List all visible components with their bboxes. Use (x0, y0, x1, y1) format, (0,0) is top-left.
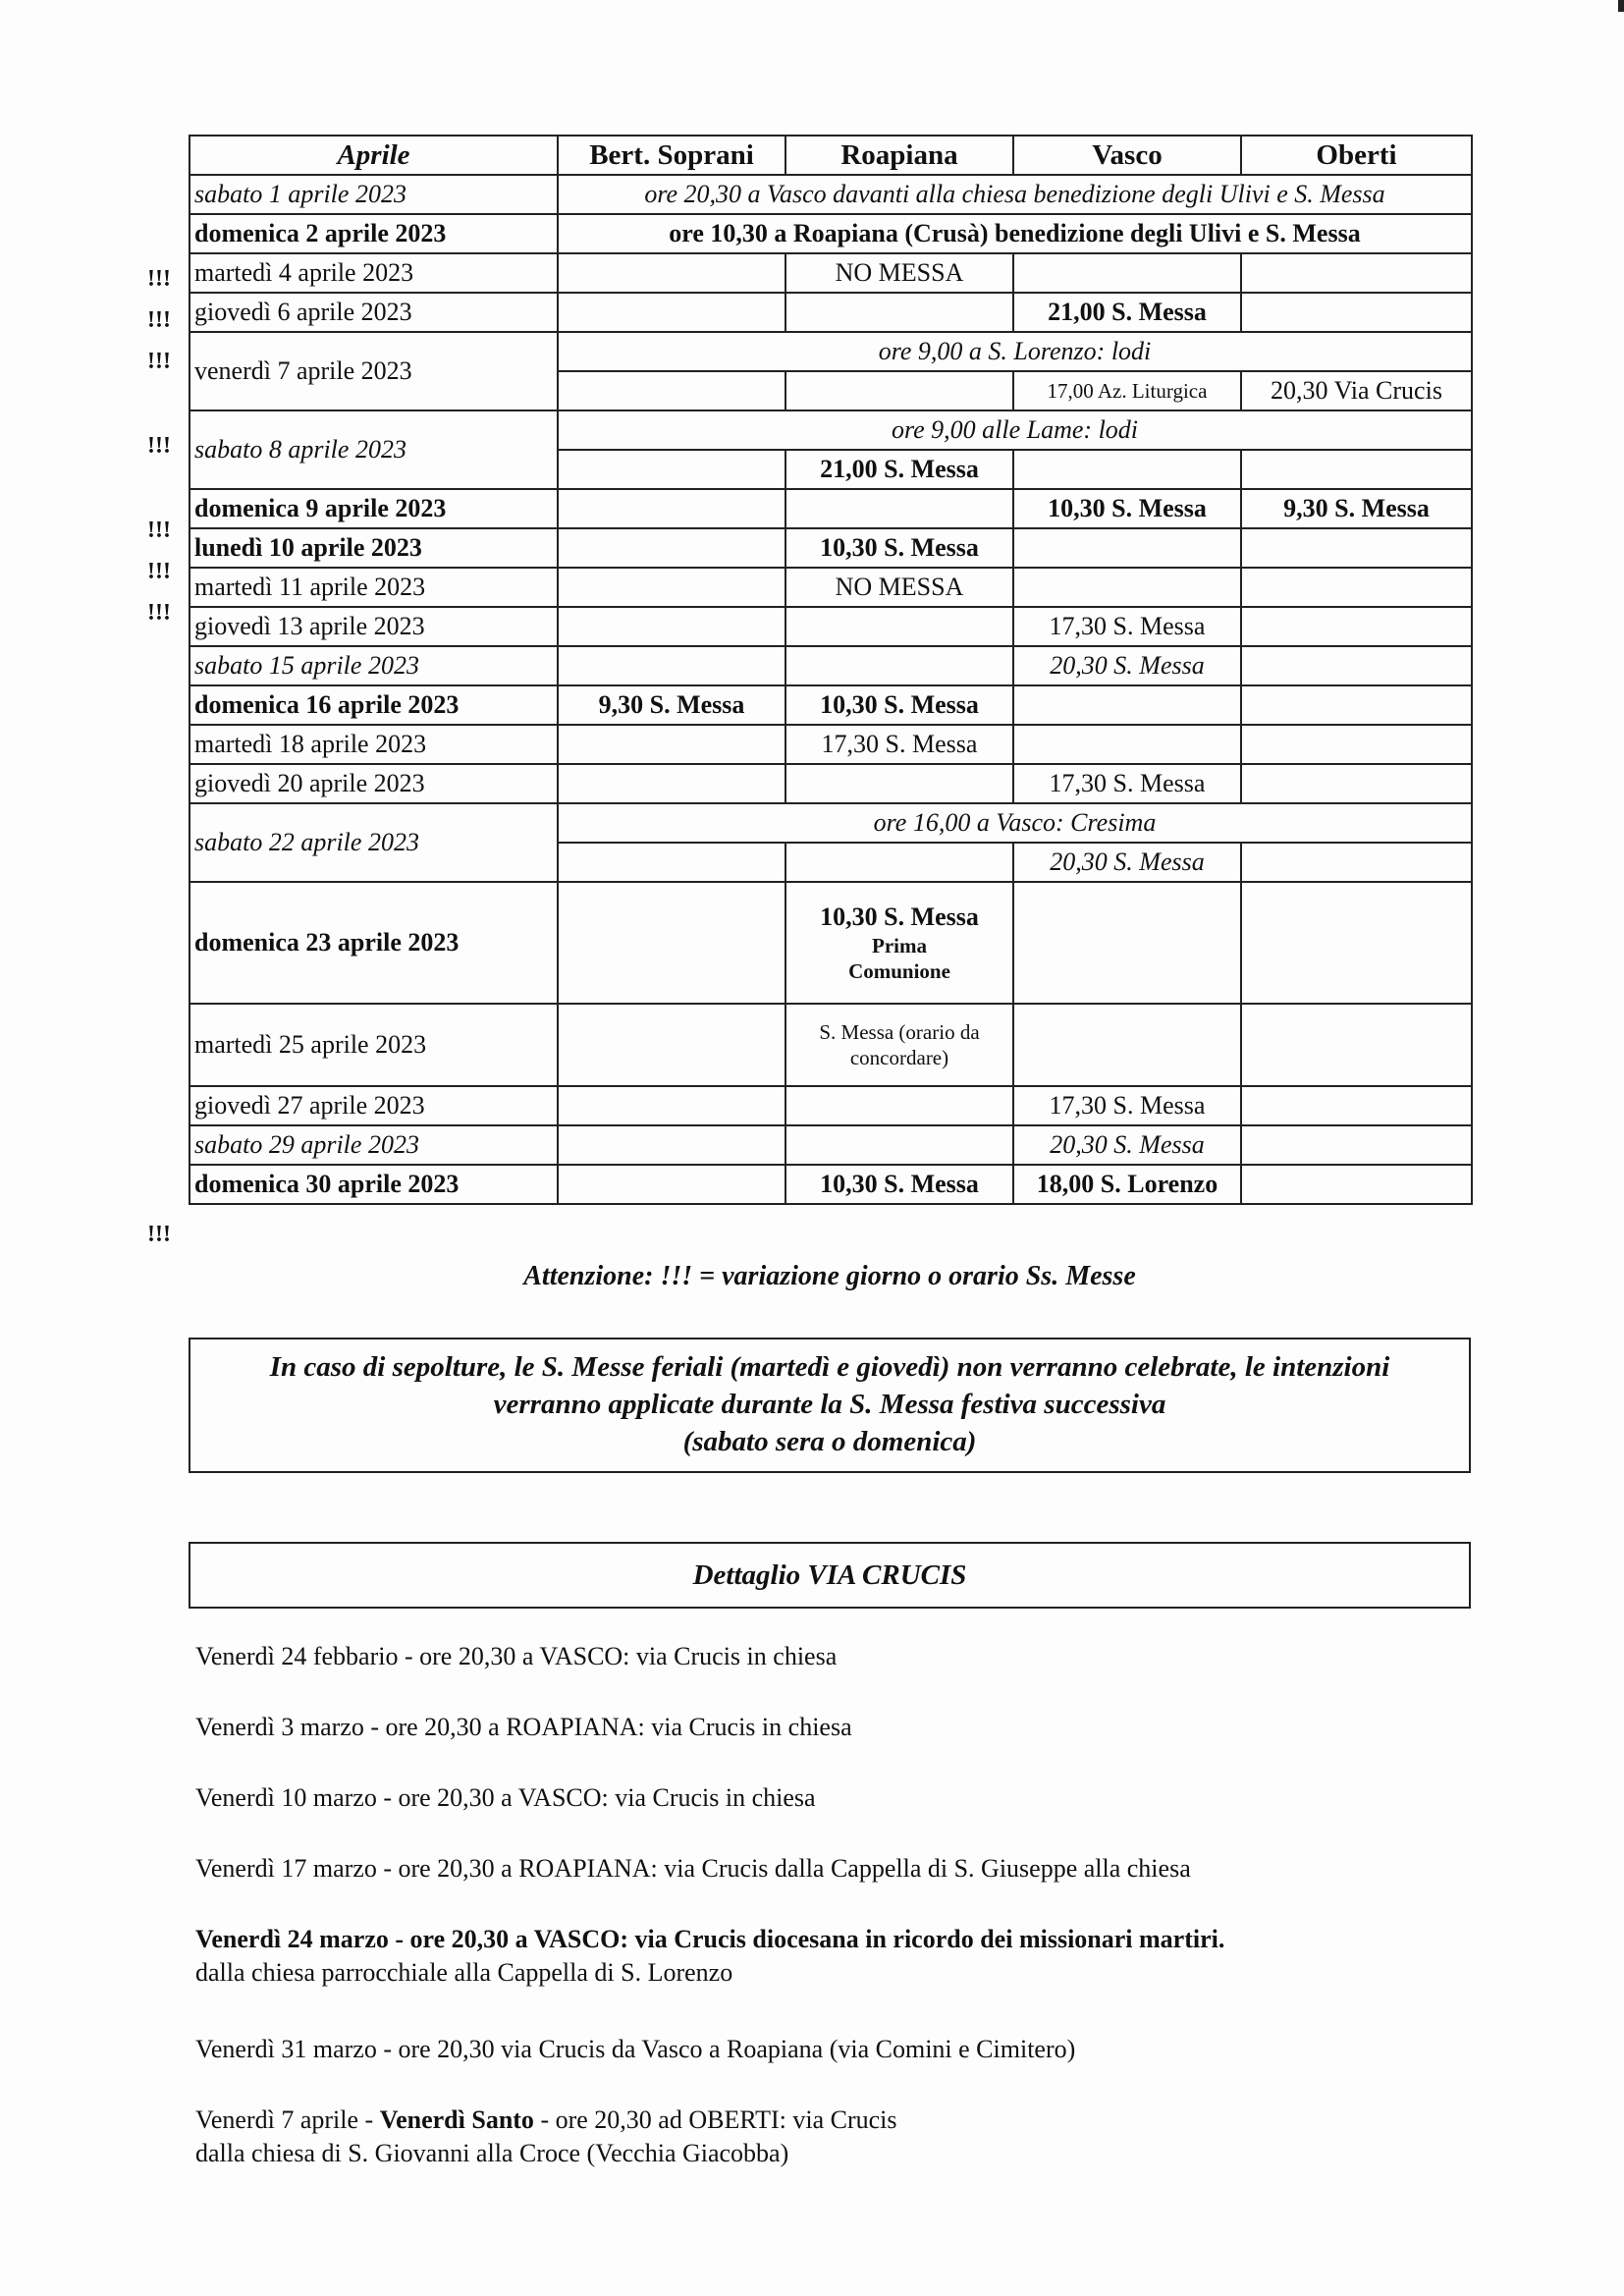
cell-bert (558, 489, 785, 528)
table-row (189, 764, 1472, 803)
cell-roapiana (785, 764, 1013, 803)
list-item (195, 1713, 852, 1742)
cell-bert (558, 293, 785, 332)
burial-notice-box (189, 1338, 1471, 1473)
flag-r7: !!! (147, 518, 171, 543)
cell-bert (558, 764, 785, 803)
cell-vasco: 10,30 S. Messa (1013, 489, 1241, 528)
cell-vasco: 17,30 S. Messa (1013, 607, 1241, 646)
cell-roapiana: 10,30 S. Messa (785, 1165, 1013, 1204)
cell-roapiana: 10,30 S. Messa (785, 685, 1013, 725)
flag-r8: !!! (147, 559, 171, 584)
cell-roapiana (785, 843, 1013, 882)
table-row (189, 725, 1472, 764)
cell-vasco: 17,30 S. Messa (1013, 764, 1241, 803)
cell-oberti: 20,30 Via Crucis (1241, 371, 1472, 410)
flag-r3: !!! (147, 266, 171, 292)
row-date: sabato 8 aprile 2023 (189, 410, 558, 489)
header-bert-soprani: Bert. Soprani (558, 136, 785, 175)
list-item-text: Venerdì 31 marzo - ore 20,30 via Crucis da Vasco a Roapiana (via Comini e Cimitero) (195, 2035, 1076, 2063)
cell-oberti (1241, 1165, 1472, 1204)
row-date: giovedì 13 aprile 2023 (189, 607, 558, 646)
row-date: giovedì 20 aprile 2023 (189, 764, 558, 803)
cell-bert (558, 371, 785, 410)
cell-oberti (1241, 528, 1472, 568)
cell-vasco (1013, 528, 1241, 568)
table-row (189, 568, 1472, 607)
row-span-text: ore 9,00 a S. Lorenzo: lodi (558, 332, 1472, 371)
table-row (189, 1125, 1472, 1165)
row-date: giovedì 27 aprile 2023 (189, 1086, 558, 1125)
via-crucis-title-box (189, 1542, 1471, 1609)
cell-bert (558, 607, 785, 646)
cell-roapiana (785, 489, 1013, 528)
row-span-text: ore 9,00 alle Lame: lodi (558, 410, 1472, 450)
cell-oberti (1241, 646, 1472, 685)
list-item-text: Venerdì 24 marzo - ore 20,30 a VASCO: via Crucis diocesana in ricordo dei missionari martiri. (195, 1925, 1225, 1953)
list-item-text-a: Venerdì 7 aprile - (195, 2105, 380, 2134)
cell-oberti (1241, 568, 1472, 607)
cell-roapiana: 21,00 S. Messa (785, 450, 1013, 489)
row-date: giovedì 6 aprile 2023 (189, 293, 558, 332)
cell-roapiana-line1: S. Messa (orario da (819, 1019, 980, 1044)
cell-oberti (1241, 882, 1472, 1004)
row-date: lunedì 10 aprile 2023 (189, 528, 558, 568)
flag-r4: !!! (147, 307, 171, 333)
header-vasco: Vasco (1013, 136, 1241, 175)
cell-vasco (1013, 568, 1241, 607)
row-date: sabato 22 aprile 2023 (189, 803, 558, 882)
cell-roapiana (785, 882, 1013, 1004)
table-row (189, 332, 1472, 371)
cell-bert (558, 1125, 785, 1165)
page-edge-mark (1618, 0, 1624, 12)
row-date: domenica 16 aprile 2023 (189, 685, 558, 725)
row-date: sabato 1 aprile 2023 (189, 175, 558, 214)
list-item-line2: dalla chiesa di S. Giovanni alla Croce (Vecchia Giacobba) (195, 2139, 789, 2167)
notice-line-1: In caso di sepolture, le S. Messe feriali (martedì e giovedì) non verranno celebrate, le intenzioni (269, 1351, 1390, 1384)
table-row (189, 410, 1472, 450)
cell-roapiana-line1: 10,30 S. Messa (820, 902, 979, 931)
cell-vasco: 17,30 S. Messa (1013, 1086, 1241, 1125)
cell-roapiana: NO MESSA (785, 253, 1013, 293)
table-row (189, 528, 1472, 568)
via-crucis-title: Dettaglio VIA CRUCIS (692, 1558, 967, 1591)
table-row (189, 685, 1472, 725)
cell-roapiana-line2: concordare) (849, 1046, 949, 1069)
cell-roapiana (785, 607, 1013, 646)
row-date: domenica 9 aprile 2023 (189, 489, 558, 528)
row-date: venerdì 7 aprile 2023 (189, 332, 558, 410)
cell-vasco: 18,00 S. Lorenzo (1013, 1165, 1241, 1204)
cell-roapiana: 10,30 S. Messa (785, 528, 1013, 568)
cell-roapiana-line2: Prima (872, 934, 927, 957)
cell-vasco: 20,30 S. Messa (1013, 1125, 1241, 1165)
cell-vasco (1013, 882, 1241, 1004)
cell-bert (558, 1004, 785, 1086)
cell-bert (558, 1086, 785, 1125)
row-span-text: ore 10,30 a Roapiana (Crusà) benedizione degli Ulivi e S. Messa (558, 214, 1472, 253)
table-row (189, 803, 1472, 843)
cell-bert (558, 725, 785, 764)
cell-bert (558, 646, 785, 685)
cell-bert (558, 450, 785, 489)
cell-vasco: 20,30 S. Messa (1013, 843, 1241, 882)
row-date: domenica 30 aprile 2023 (189, 1165, 558, 1204)
cell-oberti: 9,30 S. Messa (1241, 489, 1472, 528)
header-aprile: Aprile (189, 136, 558, 175)
cell-bert (558, 528, 785, 568)
row-date: martedì 18 aprile 2023 (189, 725, 558, 764)
cell-bert (558, 1165, 785, 1204)
cell-vasco: 21,00 S. Messa (1013, 293, 1241, 332)
list-item-text: Venerdì 24 febbario - ore 20,30 a VASCO: via Crucis in chiesa (195, 1642, 838, 1670)
cell-roapiana (785, 1125, 1013, 1165)
cell-oberti (1241, 607, 1472, 646)
list-item (195, 1925, 1224, 1988)
row-date: domenica 23 aprile 2023 (189, 882, 558, 1004)
table-header-row (189, 136, 1472, 175)
cell-oberti (1241, 764, 1472, 803)
table-row (189, 175, 1472, 214)
row-span-text: ore 16,00 a Vasco: Cresima (558, 803, 1472, 843)
cell-vasco (1013, 450, 1241, 489)
list-item (195, 1642, 837, 1671)
row-span-text: ore 20,30 a Vasco davanti alla chiesa benedizione degli Ulivi e S. Messa (558, 175, 1472, 214)
table-row (189, 1165, 1472, 1204)
attention-note: Attenzione: !!! = variazione giorno o orario Ss. Messe (523, 1261, 1136, 1291)
flag-r20: !!! (147, 1222, 171, 1247)
cell-roapiana (785, 646, 1013, 685)
row-date: sabato 15 aprile 2023 (189, 646, 558, 685)
cell-oberti (1241, 293, 1472, 332)
list-item-text-b: Venerdì Santo (379, 2105, 534, 2134)
row-date: domenica 2 aprile 2023 (189, 214, 558, 253)
flag-r6: !!! (147, 433, 171, 459)
list-item-line2: dalla chiesa parrocchiale alla Cappella di S. Lorenzo (195, 1958, 733, 1987)
list-item (195, 2035, 1075, 2064)
cell-roapiana (785, 1086, 1013, 1125)
mass-schedule-table (189, 135, 1473, 1205)
list-item (195, 1783, 816, 1813)
table-row (189, 489, 1472, 528)
notice-line-3: (sabato sera o domenica) (682, 1425, 977, 1457)
cell-bert: 9,30 S. Messa (558, 685, 785, 725)
cell-vasco (1013, 725, 1241, 764)
cell-vasco: 17,00 Az. Liturgica (1013, 371, 1241, 410)
cell-roapiana (785, 1004, 1013, 1086)
table-row (189, 1004, 1472, 1086)
notice-line-2: verranno applicate durante la S. Messa festiva successiva (493, 1389, 1166, 1421)
cell-roapiana: 17,30 S. Messa (785, 725, 1013, 764)
cell-bert (558, 568, 785, 607)
table-row (189, 1086, 1472, 1125)
list-item-text: Venerdì 3 marzo - ore 20,30 a ROAPIANA: via Crucis in chiesa (195, 1713, 852, 1741)
cell-roapiana: NO MESSA (785, 568, 1013, 607)
cell-oberti (1241, 1086, 1472, 1125)
cell-bert (558, 843, 785, 882)
table-row (189, 214, 1472, 253)
table-row (189, 646, 1472, 685)
list-item (195, 2105, 897, 2168)
row-date: martedì 4 aprile 2023 (189, 253, 558, 293)
cell-vasco (1013, 253, 1241, 293)
cell-oberti (1241, 1125, 1472, 1165)
list-item-text: Venerdì 10 marzo - ore 20,30 a VASCO: via Crucis in chiesa (195, 1783, 816, 1812)
cell-oberti (1241, 725, 1472, 764)
list-item-text-c: - ore 20,30 ad OBERTI: via Crucis (533, 2105, 897, 2134)
list-item (195, 1854, 1191, 1884)
cell-vasco: 20,30 S. Messa (1013, 646, 1241, 685)
flag-r5: !!! (147, 349, 171, 374)
list-item-text: Venerdì 17 marzo - ore 20,30 a ROAPIANA: via Crucis dalla Cappella di S. Giuseppe alla chiesa (195, 1854, 1191, 1883)
cell-oberti (1241, 450, 1472, 489)
table-row (189, 293, 1472, 332)
cell-vasco (1013, 1004, 1241, 1086)
cell-oberti (1241, 843, 1472, 882)
table-row (189, 253, 1472, 293)
header-roapiana: Roapiana (785, 136, 1013, 175)
cell-oberti (1241, 1004, 1472, 1086)
row-date: martedì 11 aprile 2023 (189, 568, 558, 607)
cell-vasco (1013, 685, 1241, 725)
row-date: sabato 29 aprile 2023 (189, 1125, 558, 1165)
cell-oberti (1241, 685, 1472, 725)
cell-oberti (1241, 253, 1472, 293)
row-date: martedì 25 aprile 2023 (189, 1004, 558, 1086)
cell-roapiana (785, 371, 1013, 410)
flag-r9: !!! (147, 600, 171, 626)
cell-roapiana-line3: Comunione (848, 959, 950, 984)
table-row (189, 882, 1472, 1004)
cell-roapiana (785, 293, 1013, 332)
table-row (189, 607, 1472, 646)
header-oberti: Oberti (1241, 136, 1472, 175)
cell-bert (558, 882, 785, 1004)
cell-bert (558, 253, 785, 293)
